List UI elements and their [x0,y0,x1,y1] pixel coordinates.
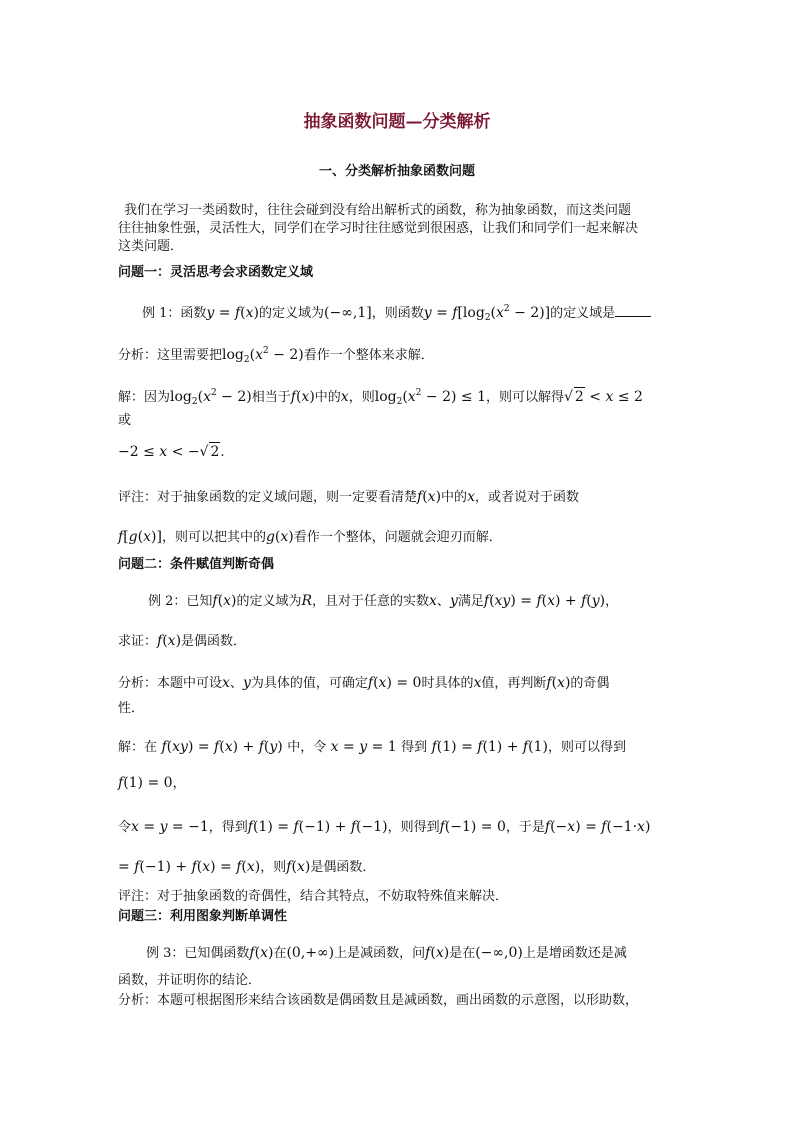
problem-2-heading: 问题二：条件赋值判断奇偶 [118,557,275,572]
formula: f [425,945,431,961]
text: 的定义域是 [550,306,616,321]
comment-1-cont: f[g(x)]，则可以把其中的g(x)看作一个整体，问题就会迎刃而解． [118,529,502,545]
solution-2-step [118,818,650,837]
text: ， [605,594,619,609]
answer-blank [615,304,651,317]
formula: $\log_2(x^2 - 2)$ [222,346,304,365]
formula: y [206,305,215,321]
text: 上是减函数，问 [334,946,426,961]
text: ，则 [260,860,287,875]
interval: (0,+∞) [286,945,335,961]
text: 例 1：函数 [142,306,207,321]
formula: f [417,489,423,505]
text: 上是增函数还是减 [522,946,627,961]
intro-line-1: 我们在学习一类函数时，往往会碰到没有给出解析式的函数，称为抽象函数，而这类问题 [124,203,632,218]
text: 解：在 [118,740,158,755]
text: ，则 [348,390,375,405]
text: 的定义域为 [236,594,302,609]
text: 分析：这里需要把 [118,348,223,363]
formula: f(−1) = 0 [439,819,506,835]
formula: y [423,305,432,321]
text: 、 [229,676,243,691]
text: ，于是 [505,820,545,835]
text: 中，令 [287,740,327,755]
problem-1-heading: 问题一：灵活思考会求函数定义域 [118,265,314,280]
formula: = f(−1) + f(x) = f(x) [118,859,261,875]
intro-line-3: 这类问题． [118,239,184,254]
formula: −2 ≤ x < −√ 2 [118,444,220,460]
text: 为具体的值，可确定 [250,676,368,691]
solution-1: 解：因为$\log_2(x^2 - 2)$相当于f(x)中的x，则$\log_2(x^2 - 2) \le 1$，则可以解得√ 2 < x ≤ 2 [118,388,643,407]
analysis-3: 分析：本题可根据图形来结合该函数是偶函数且是减函数，画出函数的示意图，以形助数， [118,993,639,1008]
text: 例 3：已知偶函数 [146,946,250,961]
formula: f(x) = 0 [367,675,422,691]
text: ，则可以解得 [485,390,564,405]
text: 时具体的 [421,676,474,691]
formula: f [157,633,163,649]
formula: f [118,529,124,545]
text: 中的 [314,390,341,405]
text: ，则可以得到 [547,740,626,755]
solution-2-result [118,774,186,793]
analysis-2: 分析：本题中可设x、y为具体的值，可确定f(x) = 0时具体的x值，再判断f(x)的奇偶 [118,675,610,691]
text: 看作一个整体，问题就会迎刃而解． [293,530,502,545]
text: 是在 [449,946,476,961]
text: 是偶函数． [181,634,247,649]
solution-2 [118,738,626,757]
text: ，得到 [208,820,248,835]
interval: (−∞,0) [475,945,523,961]
problem-3-heading: 问题三：利用图象判断单调性 [118,909,288,924]
formula: f [212,593,218,609]
formula: f(1) = f(−1) + f(−1) [247,819,388,835]
solution-1-or: 或 [118,413,132,428]
section-heading: 一、分类解析抽象函数问题 [318,164,475,179]
text: 中的 [441,490,468,505]
formula: f(1) = f(1) + f(1) [431,739,548,755]
example-3-cont: 函数，并证明你的结论． [118,973,262,988]
text: ， [172,776,186,791]
text: 的奇偶 [570,676,610,691]
text: 是偶函数． [310,860,376,875]
solution-2-conclusion: = f(−1) + f(x) = f(x)，则f(x)是偶函数． [118,859,376,875]
text: 求证： [118,634,158,649]
text: ，则可以把其中的 [161,530,266,545]
formula: f(−x) = f(−1·x) [544,819,651,835]
formula: f [249,945,255,961]
formula: f(xy) = f(x) + f(y) [161,739,288,755]
solution-1-range: −2 ≤ x < −√ 2. [118,444,225,460]
text: 值，再判断 [481,676,547,691]
text: 得到 [401,740,428,755]
formula: x = y = 1 [330,739,402,755]
document-title: 抽象函数问题—分类解析 [303,112,491,132]
formula: $\log_2(x^2 - 2) \le 1$ [374,388,486,407]
formula: √ 2 < x ≤ 2 [564,389,643,405]
comment-2: 评注：对于抽象函数的奇偶性，结合其特点，不妨取特殊值来解决． [118,889,509,904]
formula: f [290,389,296,405]
intro-line-2: 往往抽象性强，灵活性大，同学们在学习时往往感觉到很困惑，让我们和同学们一起来解决 [118,221,639,236]
text: 评注：对于抽象函数的定义域问题，则一定要看清楚 [118,490,418,505]
example-2: 例 2：已知f(x)的定义域为R，且对于任意的实数x、y满足f(xy) = f(x) + f(y)， [148,593,619,609]
text: 、 [436,594,450,609]
analysis-1 [118,342,434,369]
analysis-2-cont: 性． [118,701,145,716]
text: 解：因为 [118,390,171,405]
text: 令 [118,820,132,835]
formula: f(xy) = f(x) + f(y) [483,593,606,609]
formula: $\log_2(x^2 - 2)$ [170,388,252,407]
text: ，则函数 [371,306,424,321]
text: 分析：本题中可设 [118,676,223,691]
example-2-prove: 求证：f(x)是偶函数． [118,633,247,649]
text: ，且对于任意的实数 [312,594,430,609]
formula: x = y = −1 [131,819,209,835]
text: 看作一个整体来求解． [303,348,434,363]
interval: (−∞,1] [324,305,372,321]
example-1: 例 1：函数y = f(x)的定义域为(−∞,1]，则函数$y = f[\log_2(x^2 - 2)]$的定义域是 [142,300,651,327]
text: 满足 [457,594,484,609]
text: 在 [273,946,287,961]
example-3: 例 3：已知偶函数f(x)在(0,+∞)上是减函数，问f(x)是在(−∞,0)上是增函数还是减 [146,945,627,961]
comment-1: 评注：对于抽象函数的定义域问题，则一定要看清楚f(x)中的x，或者说对于函数 [118,489,579,505]
formula: g [265,529,275,545]
text: 相当于 [251,390,291,405]
text: ，则得到 [387,820,440,835]
text: ，或者说对于函数 [474,490,579,505]
text: 的定义域为 [259,306,325,321]
formula: f(1) = 0 [118,775,173,791]
text: 例 2：已知 [148,594,213,609]
